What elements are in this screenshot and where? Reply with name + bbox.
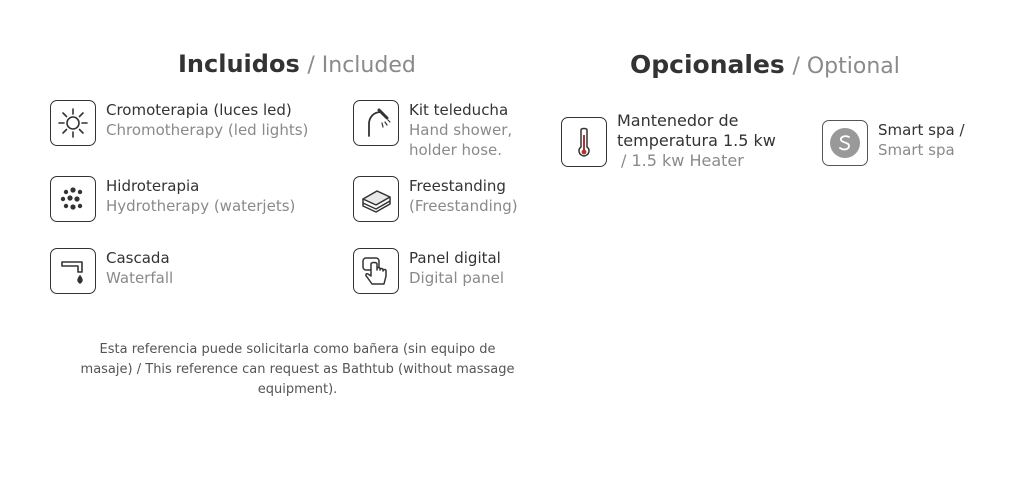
optional-heading-en: / Optional	[792, 54, 900, 79]
feature-digital-panel	[353, 248, 504, 294]
optional-heading-es: Opcionales	[630, 50, 785, 79]
heater-label-es-2: temperatura 1.5 kw	[617, 131, 776, 150]
smart-spa-label-en: Smart spa	[878, 141, 955, 159]
hydrotherapy-label-en: Hydrotherapy (waterjets)	[106, 197, 296, 215]
waterfall-label-es: Cascada	[106, 249, 170, 267]
bathtub-note	[50, 340, 545, 400]
heater-label-en: / 1.5 kw Heater	[621, 151, 744, 170]
thermometer-icon	[561, 117, 607, 167]
feature-heater	[561, 111, 776, 171]
optional-heading	[630, 50, 900, 79]
feature-chromotherapy	[50, 100, 308, 146]
digital-panel-label-es: Panel digital	[409, 249, 501, 267]
feature-hydrotherapy	[50, 176, 295, 222]
water-jets-icon	[50, 176, 96, 222]
heater-label-es-1: Mantenedor de	[617, 111, 739, 130]
note-line-2	[50, 360, 545, 380]
note-es-end: masaje)	[80, 362, 133, 377]
freestanding-tub-icon	[353, 176, 399, 222]
hydrotherapy-label-es: Hidroterapia	[106, 177, 200, 195]
sun-icon	[50, 100, 96, 146]
feature-hand-shower	[353, 100, 512, 160]
freestanding-label-en: (Freestanding)	[409, 197, 518, 215]
chromotherapy-label-en: Chromotherapy (led lights)	[106, 121, 309, 139]
smart-spa-label-es: Smart spa /	[878, 121, 965, 139]
included-heading-en: / Included	[307, 53, 416, 78]
hand-shower-label-en-1: Hand shower,	[409, 121, 513, 139]
digital-panel-label-en: Digital panel	[409, 269, 505, 287]
included-heading-es: Incluidos	[178, 50, 300, 78]
shower-head-icon	[353, 100, 399, 146]
feature-smart-spa	[822, 120, 965, 166]
note-line-1: Esta referencia puede solicitarla como bañera (sin equipo de	[99, 342, 496, 357]
touch-panel-icon	[353, 248, 399, 294]
freestanding-label-es: Freestanding	[409, 177, 506, 195]
faucet-icon	[50, 248, 96, 294]
waterfall-label-en: Waterfall	[106, 269, 174, 287]
included-heading	[178, 50, 416, 78]
hand-shower-label-en-2: holder hose.	[409, 141, 503, 159]
hand-shower-label-es: Kit teleducha	[409, 101, 509, 119]
chromotherapy-label-es: Cromoterapia (luces led)	[106, 101, 292, 119]
smart-spa-icon	[822, 120, 868, 166]
feature-freestanding	[353, 176, 518, 222]
feature-waterfall	[50, 248, 173, 294]
note-line-3: equipment).	[257, 382, 338, 397]
note-en: / This reference can request as Bathtub (without massage	[136, 362, 515, 377]
